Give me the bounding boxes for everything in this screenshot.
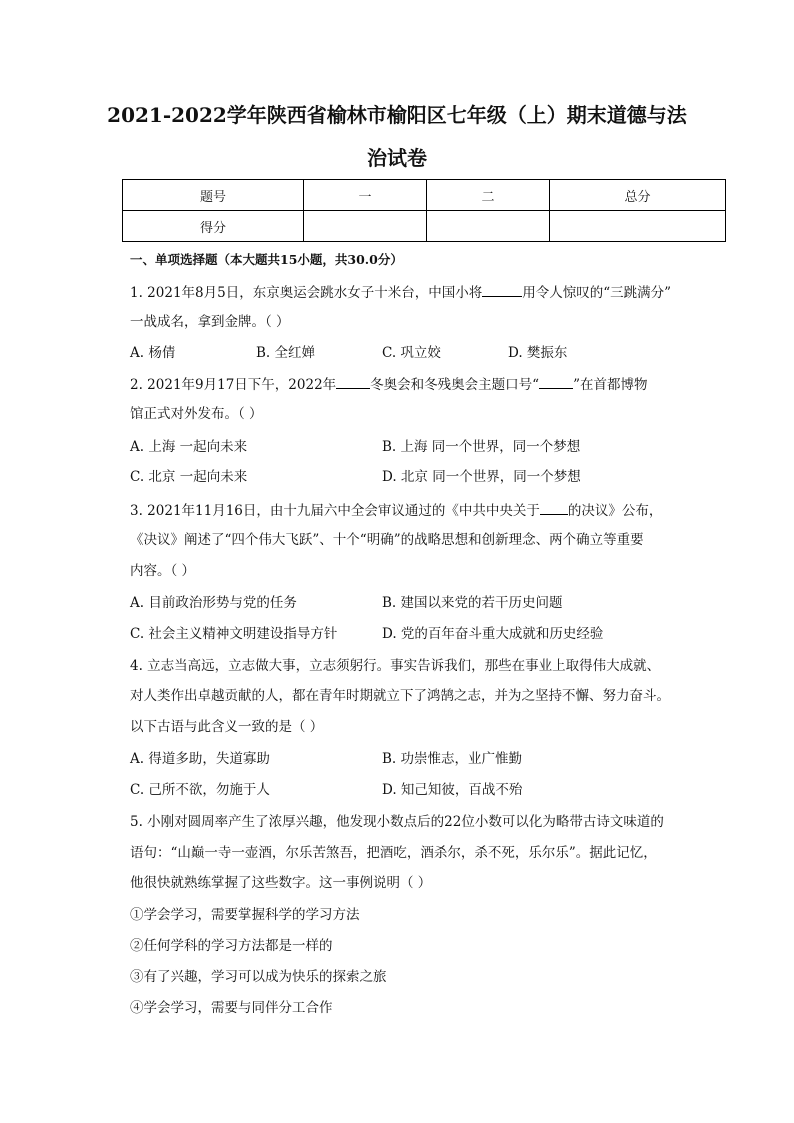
q5-stem-line-3: 他很快就熟练掌握了这些数字。这一事例说明（ ） — [130, 875, 432, 891]
q1-stem-line-2: 一战成名，拿到金牌。（ ） — [130, 314, 290, 330]
q2-option-a[interactable]: A. 上海 一起向未来 — [130, 439, 248, 455]
q3-option-b[interactable]: B. 建国以来党的若干历史问题 — [382, 595, 563, 611]
score-cell-part-two[interactable] — [427, 211, 550, 242]
header-cell-part-two: 二 — [427, 180, 550, 211]
q1-option-d[interactable]: D. 樊振东 — [508, 345, 568, 361]
page-title-line-1: 2021-2022学年陕西省榆林市榆阳区七年级（上）期末道德与法 — [107, 103, 687, 127]
q1-stem-line-1 — [130, 282, 671, 303]
score-table — [122, 179, 726, 242]
q3-option-d[interactable]: D. 党的百年奋斗重大成就和历史经验 — [382, 626, 604, 642]
q3-stem-line-1 — [130, 500, 662, 521]
q5-statement-2: ②任何学科的学习方法都是一样的 — [130, 938, 333, 954]
q4-stem-line-1: 4. 立志当高远，立志做大事，立志须躬行。事实告诉我们，那些在事业上取得伟大成就、 — [130, 658, 661, 674]
q5-stem-line-1: 5. 小刚对圆周率产生了浓厚兴趣，他发现小数点后的22位小数可以化为略带古诗文味道的 — [130, 814, 664, 830]
q2-stem-part-c: ”在首都博物 — [573, 377, 648, 393]
q3-answer-blank — [540, 500, 568, 515]
q3-stem-line-3: 内容。（ ） — [130, 563, 196, 579]
q3-stem-part-a: 3. 2021年11月16日，由十九届六中全会审议通过的《中共中央关于 — [130, 503, 540, 519]
q3-stem-line-2: 《决议》阐述了“四个伟大飞跃”、十个“明确”的战略思想和创新理念、两个确立等重要 — [130, 532, 644, 548]
q2-answer-blank-2 — [539, 374, 573, 389]
header-cell-question-number: 题号 — [123, 180, 304, 211]
q4-stem-line-3: 以下古语与此含义一致的是（ ） — [130, 719, 324, 735]
q1-option-a[interactable]: A. 杨倩 — [130, 345, 176, 361]
q3-option-a[interactable]: A. 目前政治形势与党的任务 — [130, 595, 297, 611]
q1-answer-blank — [482, 282, 522, 297]
page-title-line-2: 治试卷 — [367, 146, 427, 170]
q5-statement-1: ①学会学习，需要掌握科学的学习方法 — [130, 907, 360, 923]
q1-stem-part-b: 用令人惊叹的“三跳满分” — [522, 285, 672, 301]
q2-stem-line-1 — [130, 374, 647, 395]
score-row-label: 得分 — [123, 211, 304, 242]
q5-statement-4: ④学会学习，需要与同伴分工合作 — [130, 1000, 333, 1016]
q2-stem-part-a: 2. 2021年9月17日下午，2022年 — [130, 377, 337, 393]
q5-stem-line-2: 语句：“山巅一寺一壶酒，尔乐苦煞吾，把酒吃，酒杀尔，杀不死，乐尔乐”。据此记忆， — [130, 845, 657, 861]
header-cell-part-one: 一 — [304, 180, 427, 211]
section-heading: 一、单项选择题（本大题共15小题，共30.0分） — [130, 252, 403, 267]
q1-option-c[interactable]: C. 巩立姣 — [382, 345, 441, 361]
q4-option-b[interactable]: B. 功崇惟志，业广惟勤 — [382, 751, 523, 767]
score-cell-total[interactable] — [550, 211, 726, 242]
q3-option-c[interactable]: C. 社会主义精神文明建设指导方针 — [130, 626, 338, 642]
score-table-header-row — [123, 180, 726, 211]
q1-stem-part-a: 1. 2021年8月5日，东京奥运会跳水女子十米台，中国小将 — [130, 285, 483, 301]
q2-stem-line-2: 馆正式对外发布。（ ） — [130, 406, 263, 422]
q4-option-c[interactable]: C. 己所不欲，勿施于人 — [130, 782, 270, 798]
score-cell-part-one[interactable] — [304, 211, 427, 242]
q4-option-d[interactable]: D. 知己知彼，百战不殆 — [382, 782, 523, 798]
q3-stem-part-b: 的决议》公布， — [567, 503, 663, 519]
q1-option-b[interactable]: B. 全红婵 — [256, 345, 316, 361]
q2-option-c[interactable]: C. 北京 一起向未来 — [130, 469, 248, 485]
q2-option-b[interactable]: B. 上海 同一个世界，同一个梦想 — [382, 439, 581, 455]
q4-stem-line-2: 对人类作出卓越贡献的人，都在青年时期就立下了鸿鹄之志，并为之坚持不懈、努力奋斗。 — [130, 688, 670, 704]
q4-option-a[interactable]: A. 得道多助，失道寡助 — [130, 751, 270, 767]
q5-statement-3: ③有了兴趣，学习可以成为快乐的探索之旅 — [130, 969, 387, 985]
header-cell-total: 总分 — [550, 180, 726, 211]
score-table-score-row — [123, 211, 726, 242]
q2-option-d[interactable]: D. 北京 同一个世界，同一个梦想 — [382, 469, 581, 485]
q2-answer-blank-1 — [336, 374, 370, 389]
q2-stem-part-b: 冬奥会和冬残奥会主题口号“ — [370, 377, 540, 393]
